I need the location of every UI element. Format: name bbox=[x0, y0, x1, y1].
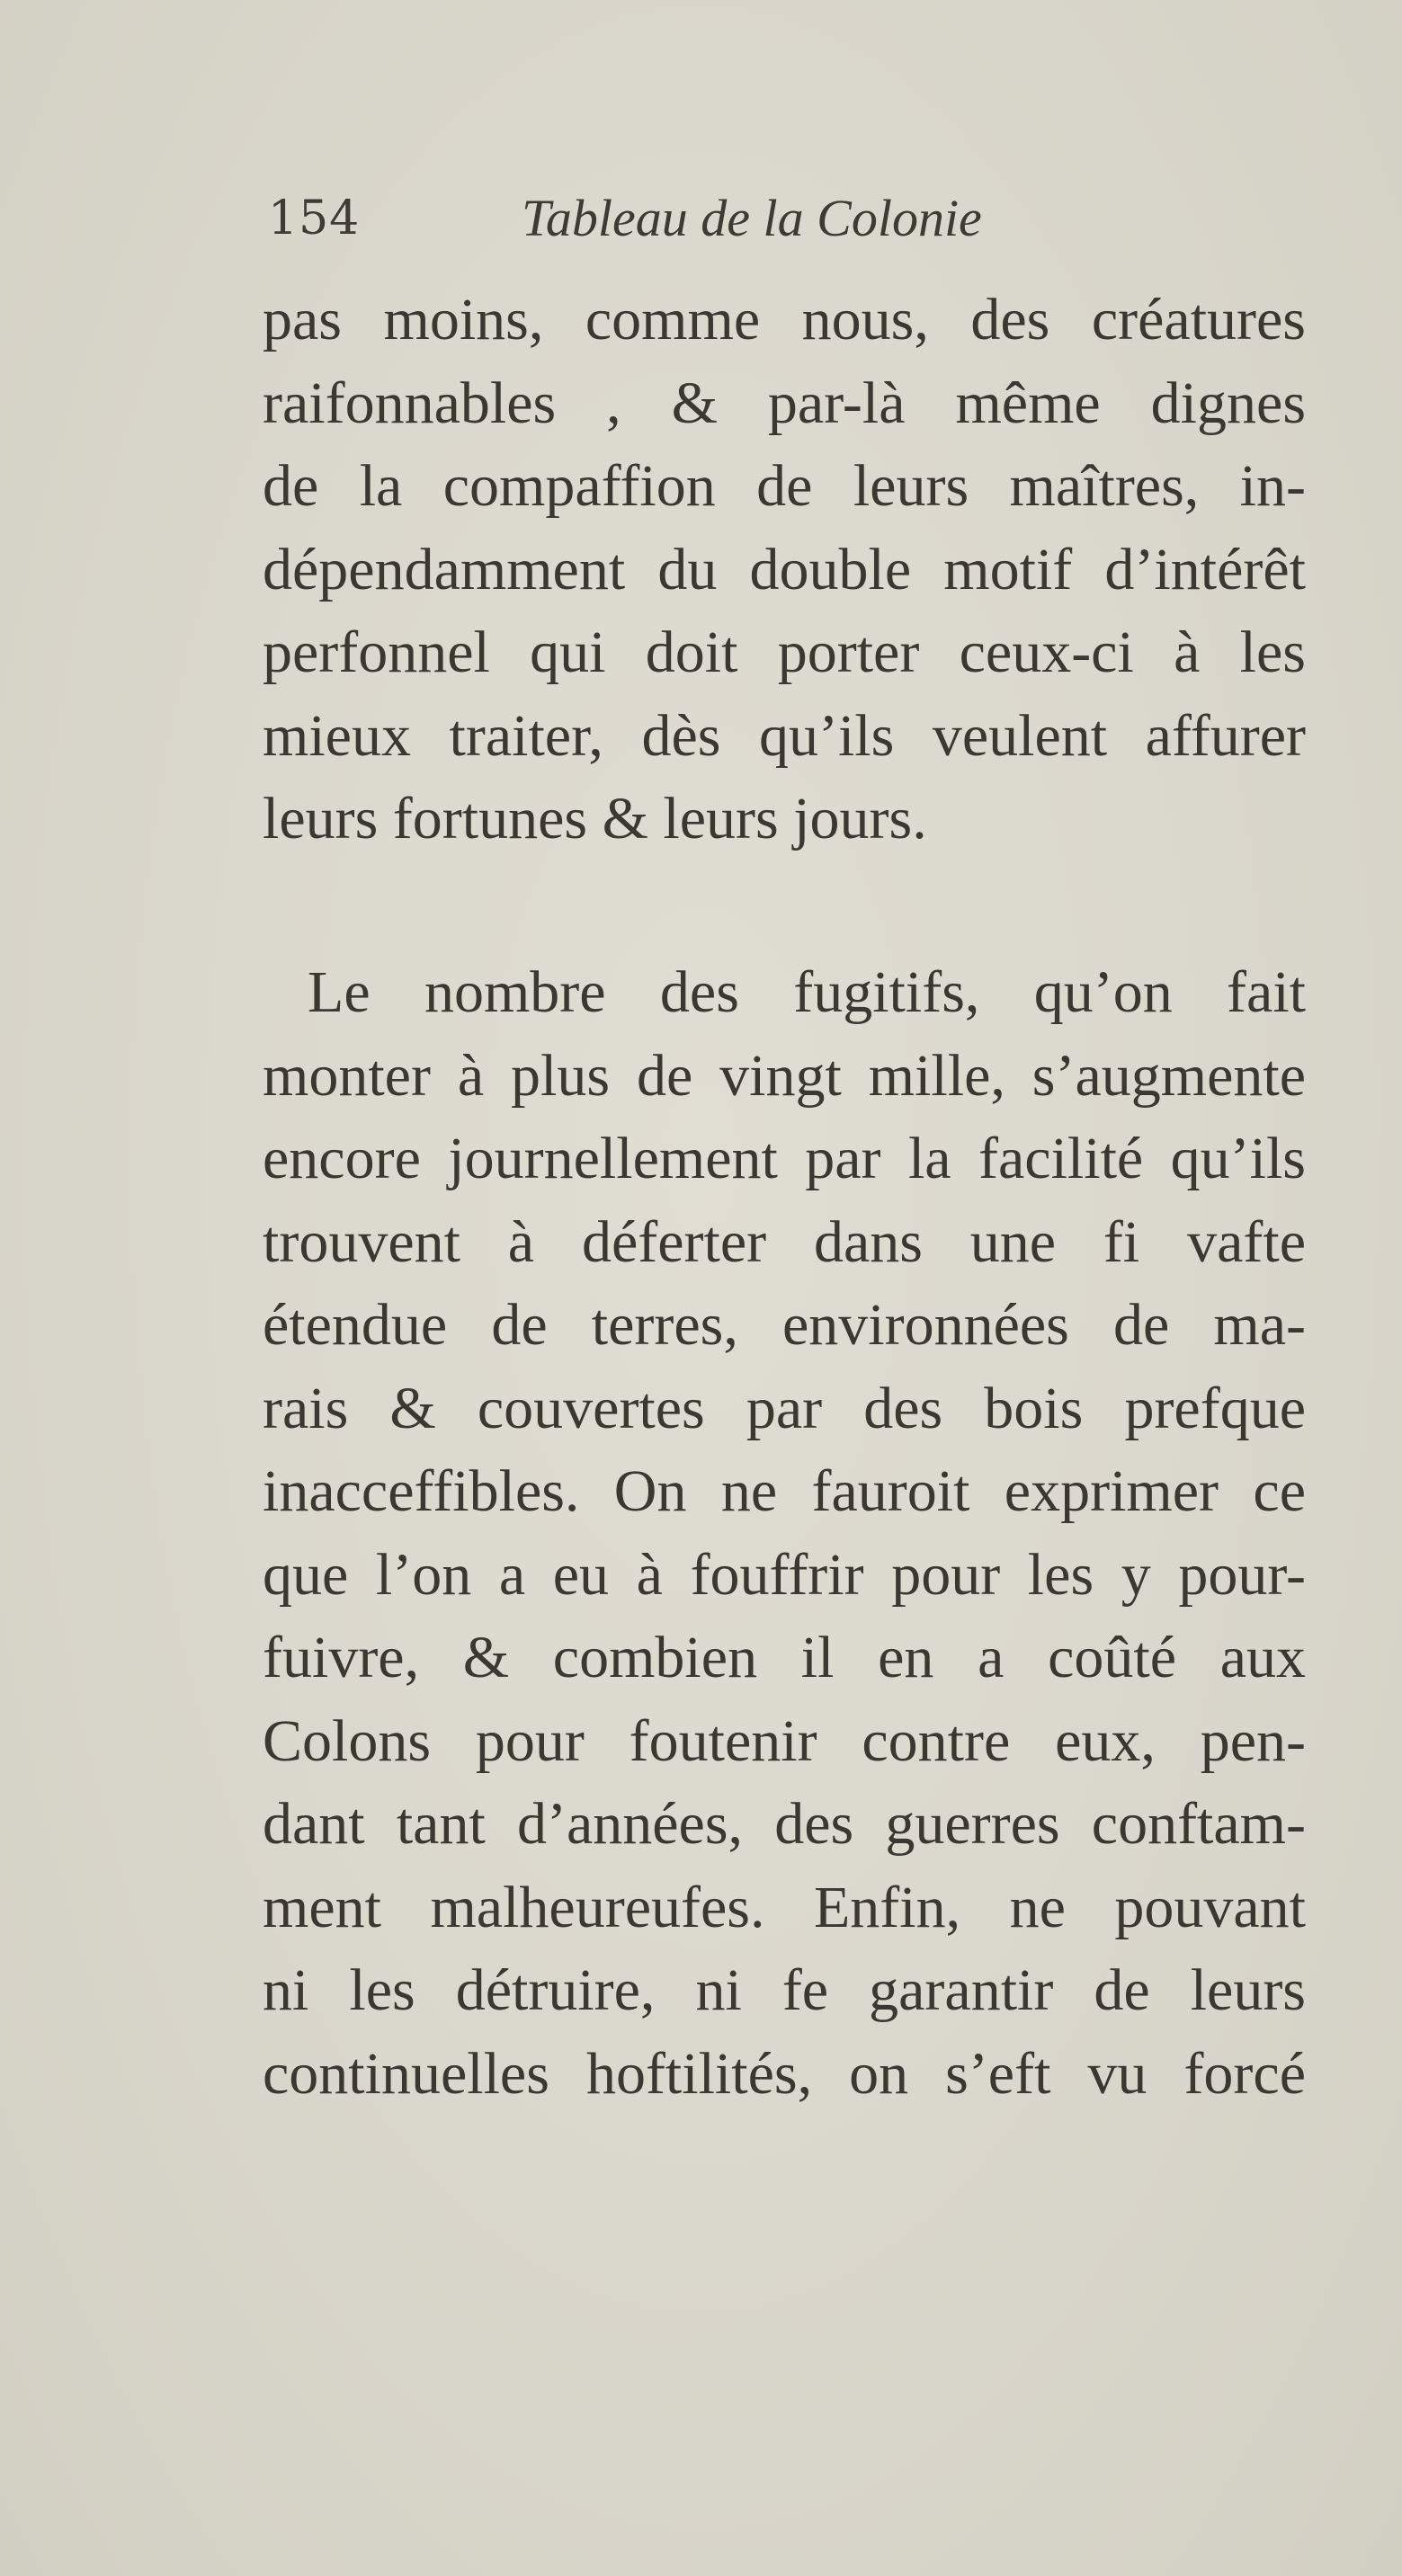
paragraph-2 bbox=[263, 951, 1306, 2116]
paragraph-1 bbox=[263, 279, 1306, 861]
running-title: Tableau de la Colonie bbox=[522, 189, 982, 247]
text-line: Colons pour foutenir contre eux, pen- bbox=[263, 1707, 1306, 1774]
text-line: ment malheureufes. Enfin, ne pouvant bbox=[263, 1874, 1306, 1940]
running-head bbox=[268, 178, 1329, 259]
text-line: fuivre, & combien il en a coûté aux bbox=[263, 1625, 1306, 1690]
text-line: dépendamment du double motif d’intérêt bbox=[263, 536, 1306, 602]
text-line: de la compaffion de leurs maîtres, in- bbox=[263, 453, 1306, 519]
text-line: raifonnables , & par-là même dignes bbox=[263, 370, 1306, 436]
text-line: dant tant d’années, des guerres conftam- bbox=[263, 1791, 1306, 1857]
page-number: 154 bbox=[268, 192, 361, 245]
text-line: ni les détruire, ni fe garantir de leurs bbox=[263, 1957, 1306, 2023]
text-line: leurs fortunes & leurs jours. bbox=[263, 786, 927, 851]
text-line: rais & couvertes par des bois prefque bbox=[263, 1375, 1306, 1441]
text-line: inacceffibles. On ne fauroit exprimer ce bbox=[263, 1458, 1306, 1524]
text-line: pas moins, comme nous, des créatures bbox=[263, 287, 1306, 352]
text-line: trouvent à déferter dans une fi vafte bbox=[263, 1208, 1306, 1275]
text-line: perfonnel qui doit porter ceux-ci à les bbox=[263, 619, 1306, 685]
text-line: Le nombre des fugitifs, qu’on fait bbox=[308, 959, 1306, 1025]
text-line: encore journellement par la facilité qu’ils bbox=[263, 1126, 1306, 1191]
text-line: mieux traiter, dès qu’ils veulent affurer bbox=[263, 702, 1306, 769]
text-line: continuelles hoftilités, on s’eft vu forcé bbox=[263, 2040, 1306, 2107]
text-line: étendue de terres, environnées de ma- bbox=[263, 1292, 1306, 1358]
text-line: que l’on a eu à fouffrir pour les y pour- bbox=[263, 1541, 1306, 1608]
text-line: monter à plus de vingt mille, s’augmente bbox=[263, 1042, 1306, 1109]
